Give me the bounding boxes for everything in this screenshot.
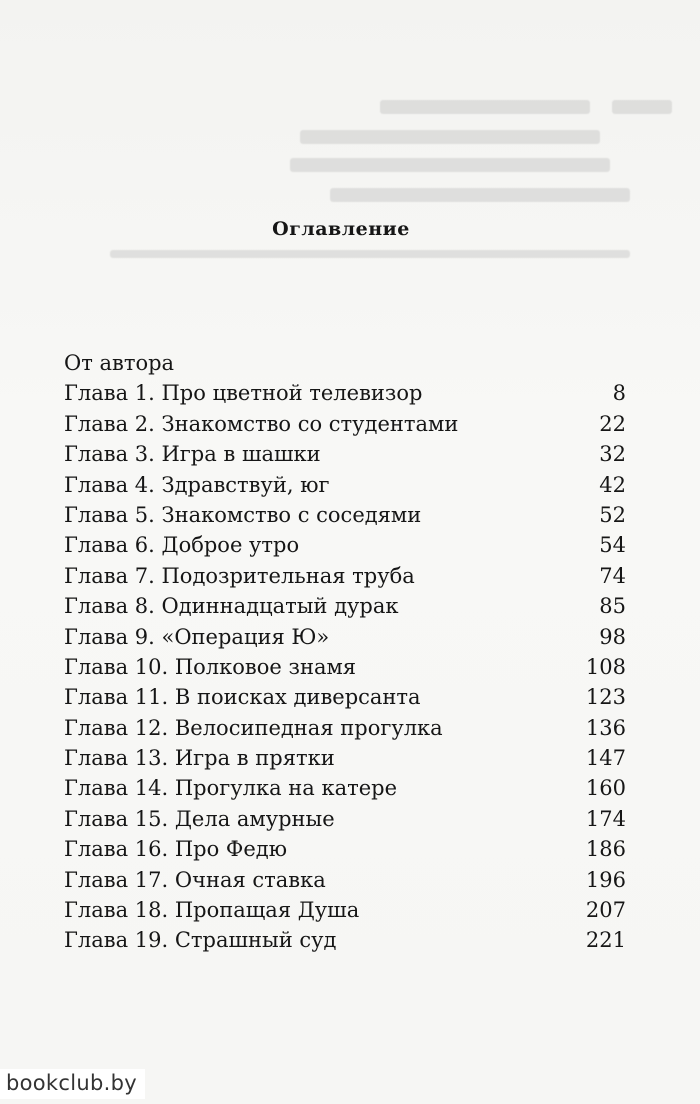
toc-entry-title: Глава 1. Про цветной телевизор	[64, 381, 423, 406]
toc-entry-page: 98	[599, 624, 626, 649]
toc-entry	[64, 682, 626, 712]
toc-entry	[64, 773, 626, 803]
toc-entry-page: 186	[585, 837, 626, 862]
toc-entry	[64, 834, 626, 864]
toc-entry-page: 8	[612, 381, 626, 406]
toc-entry-title: Глава 19. Страшный суд	[64, 928, 337, 953]
toc-entry-title: Глава 17. Очная ставка	[64, 867, 326, 892]
toc-entry-page: 196	[585, 867, 626, 892]
toc-entry	[64, 470, 626, 500]
toc-entry	[64, 713, 626, 743]
toc-entry-page: 207	[585, 898, 626, 923]
toc-entry-title: Глава 2. Знакомство со студентами	[64, 411, 459, 436]
toc-entry-page: 221	[585, 928, 626, 953]
toc-entry	[64, 530, 626, 560]
toc-entry-title: Глава 4. Здравствуй, юг	[64, 472, 330, 497]
toc-entry-page: 160	[585, 776, 626, 801]
toc-entry-page: 123	[585, 685, 626, 710]
toc-entry	[64, 865, 626, 895]
table-of-contents	[64, 348, 626, 956]
toc-entry	[64, 561, 626, 591]
toc-entry-title: Глава 18. Пропащая Душа	[64, 898, 360, 923]
toc-entry-page: 32	[599, 442, 626, 467]
toc-entry-title: Глава 15. Дела амурные	[64, 806, 335, 831]
toc-entry	[64, 409, 626, 439]
toc-entry	[64, 804, 626, 834]
toc-entry-page: 54	[599, 533, 626, 558]
toc-entry-title: Глава 8. Одиннадцатый дурак	[64, 594, 399, 619]
toc-entry-title: От автора	[64, 351, 175, 375]
toc-entry-title: Глава 5. Знакомство с соседями	[64, 502, 422, 527]
toc-entry	[64, 439, 626, 469]
toc-entry-title: Глава 6. Доброе утро	[64, 533, 300, 558]
toc-entry	[64, 652, 626, 682]
toc-entry-title: Глава 12. Велосипедная прогулка	[64, 715, 443, 740]
toc-entry-title: Глава 11. В поисках диверсанта	[64, 685, 421, 710]
toc-entry	[64, 925, 626, 955]
toc-entry	[64, 378, 626, 408]
page-title: Оглавление	[272, 217, 410, 240]
toc-entry-title: Глава 10. Полковое знамя	[64, 654, 357, 679]
toc-entry-title: Глава 16. Про Федю	[64, 837, 288, 862]
toc-entry-title: Глава 7. Подозрительная труба	[64, 563, 415, 588]
toc-entry	[64, 591, 626, 621]
toc-entry	[64, 500, 626, 530]
toc-entry-page: 147	[585, 746, 626, 771]
toc-entry-title: Глава 14. Прогулка на катере	[64, 776, 398, 801]
toc-entry-title: Глава 9. «Операция Ю»	[64, 624, 330, 649]
toc-entry-page: 108	[585, 654, 626, 679]
toc-entry-page: 52	[599, 502, 626, 527]
toc-entry-page: 74	[599, 563, 626, 588]
toc-entry	[64, 348, 626, 378]
toc-entry-page: 22	[599, 411, 626, 436]
show-through-text	[0, 0, 700, 300]
toc-entry-page: 42	[599, 472, 626, 497]
toc-entry-title: Глава 3. Игра в шашки	[64, 442, 321, 467]
toc-entry	[64, 895, 626, 925]
toc-entry-page: 174	[585, 806, 626, 831]
toc-entry	[64, 743, 626, 773]
watermark-logo: bookclub.by	[0, 1069, 145, 1099]
toc-entry-title: Глава 13. Игра в прятки	[64, 746, 335, 771]
toc-entry	[64, 622, 626, 652]
toc-entry-page: 136	[585, 715, 626, 740]
toc-entry-page: 85	[599, 594, 626, 619]
